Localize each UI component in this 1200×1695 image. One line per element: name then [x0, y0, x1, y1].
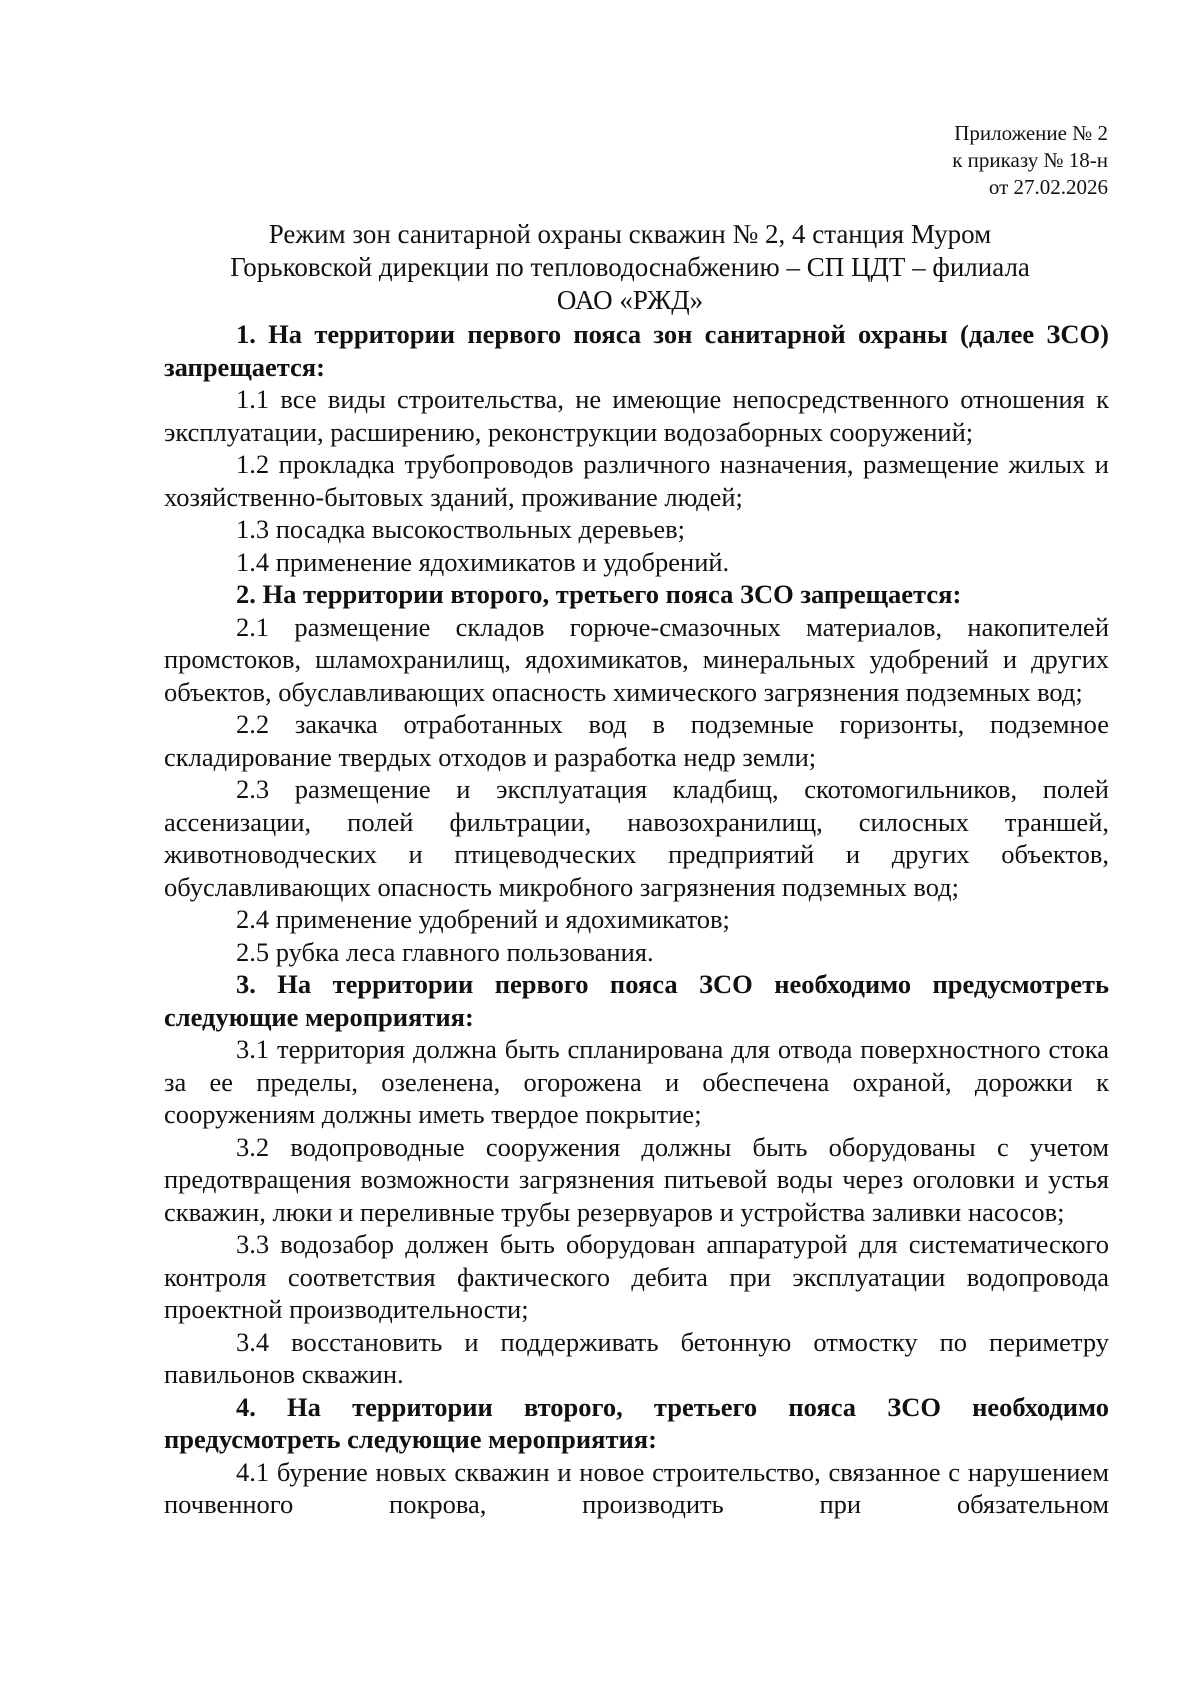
- annex-order-ref: к приказу № 18-н: [952, 148, 1108, 172]
- item-2-3: 2.3 размещение и эксплуатация кладбищ, скотомогильников, полей ассенизации, полей фильтрации, навозохранилищ, силосных траншей, животноводческих и птицеводческих предприятий и других объектов, обуславливающих опасность микробного загрязнения подземных вод;: [164, 774, 1109, 902]
- item-1-4: 1.4 применение ядохимикатов и удобрений.: [236, 546, 730, 577]
- item-2-5: 2.5 рубка леса главного пользования.: [236, 936, 654, 967]
- title-line-1: Режим зон санитарной охраны скважин № 2, 4 станция Муром: [268, 219, 992, 249]
- annex-date: от 27.02.2026: [988, 175, 1108, 199]
- section-3-heading: 3. На территории первого пояса ЗСО необходимо предусмотреть следующие мероприятия:: [164, 969, 1109, 1032]
- item-3-4: 3.4 восстановить и поддерживать бетонную отмостку по периметру павильонов скважин.: [164, 1326, 1109, 1389]
- item-2-2: 2.2 закачка отработанных вод в подземные горизонты, подземное складирование твердых отходов и разработка недр земли;: [164, 709, 1109, 772]
- item-2-1: 2.1 размещение складов горюче-смазочных материалов, накопителей промстоков, шламохранилищ, ядохимикатов, минеральных удобрений и других объектов, обуславливающих опасность химического загрязнения подземных вод;: [164, 611, 1109, 707]
- section-4-heading: 4. На территории второго, третьего пояса ЗСО необходимо предусмотреть следующие мероприятия:: [164, 1391, 1109, 1454]
- document-body: [164, 318, 1109, 1521]
- annex-number: Приложение № 2: [954, 121, 1108, 145]
- title-line-2: Горьковской дирекции по тепловодоснабжению – СП ЦДТ – филиала: [230, 252, 1030, 282]
- item-4-1: 4.1 бурение новых скважин и новое строительство, связанное с нарушением почвенного покрова, производить при обязательном: [164, 1456, 1109, 1519]
- item-3-1: 3.1 территория должна быть спланирована для отвода поверхностного стока за ее пределы, озеленена, огорожена и обеспечена охраной, дорожки к сооружениям должны иметь твердое покрытие;: [164, 1034, 1109, 1129]
- item-1-3: 1.3 посадка высокоствольных деревьев;: [236, 514, 686, 544]
- item-3-2: 3.2 водопроводные сооружения должны быть оборудованы с учетом предотвращения возможности загрязнения питьевой воды через оголовки и устья скважин, люки и переливные трубы резервуаров и устройства заливки насосов;: [164, 1131, 1109, 1227]
- item-1-2: 1.2 прокладка трубопроводов различного назначения, размещение жилых и хозяйственно-бытовых зданий, проживание людей;: [164, 449, 1109, 512]
- section-1-heading: 1. На территории первого пояса зон санитарной охраны (далее ЗСО) запрещается:: [164, 319, 1109, 382]
- title-line-3: ОАО «РЖД»: [556, 285, 704, 315]
- item-1-1: 1.1 все виды строительства, не имеющие непосредственного отношения к эксплуатации, расширению, реконструкции водозаборных сооружений;: [164, 384, 1109, 447]
- section-2-heading: 2. На территории второго, третьего пояса ЗСО запрещается:: [236, 579, 962, 609]
- document-title: [150, 218, 1110, 317]
- item-2-4: 2.4 применение удобрений и ядохимикатов;: [236, 904, 730, 934]
- annex-block: [952, 120, 1108, 201]
- item-3-3: 3.3 водозабор должен быть оборудован аппаратурой для систематического контроля соответствия фактического дебита при эксплуатации водопровода проектной производительности;: [164, 1229, 1109, 1324]
